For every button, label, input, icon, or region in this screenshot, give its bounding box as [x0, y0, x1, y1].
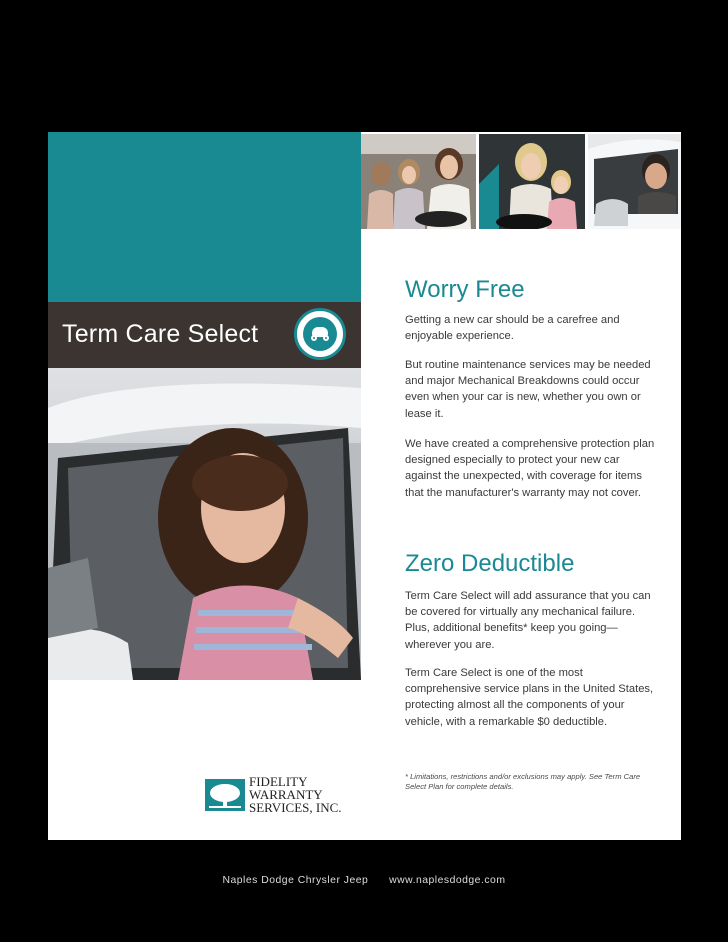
product-title: Term Care Select [62, 320, 259, 348]
term-care-select-seal-icon [294, 308, 346, 360]
logo-name-line-1: FIDELITY [249, 774, 308, 789]
section-heading-zero-deductible: Zero Deductible [405, 550, 575, 577]
logo-name-line-2: WARRANTY [249, 787, 323, 802]
zero-deductible-paragraph-2: Term Care Select is one of the most comprehensive service plans in the United States, protecting almost all the components of your vehicle, with a remarkable $0 deductible. [405, 667, 654, 728]
mother-daughter-photo [479, 134, 585, 229]
section-heading-worry-free: Worry Free [405, 276, 525, 303]
worry-free-paragraph-3: We have created a comprehensive protection plan designed especially to protect your new car against the unexpected, with coverage for items that the manufacturer's warranty may not cover. [405, 438, 655, 499]
dealer-footer [0, 875, 728, 886]
worry-free-paragraph-1: Getting a new car should be a carefree and enjoyable experience. [405, 314, 620, 343]
family-in-car-photo [361, 134, 476, 229]
woman-in-car-illustration [48, 368, 361, 680]
dealer-website: www.naplesdodge.com [389, 875, 506, 886]
brochure-page [48, 132, 681, 840]
young-man-driving-illustration [588, 134, 681, 229]
fidelity-warranty-logo [205, 775, 355, 821]
young-man-driving-photo [588, 134, 681, 229]
mother-daughter-illustration [479, 134, 585, 229]
logo-name-line-3: SERVICES, INC. [249, 800, 342, 815]
zero-deductible-paragraph-1: Term Care Select will add assurance that you can be covered for virtually any mechanical failure. Plus, additional benefits* keep you going—wherever you are. [405, 590, 651, 651]
tree-logo-icon [205, 779, 245, 811]
family-in-car-illustration [361, 134, 476, 229]
worry-free-paragraph-2: But routine maintenance services may be needed and major Mechanical Breakdowns could occur even when your car is new, whether you own or lease it. [405, 359, 651, 420]
woman-in-car-photo [48, 368, 361, 680]
footnote: * Limitations, restrictions and/or exclusions may apply. See Term Care Select Plan for complete details. [405, 772, 641, 791]
dealer-name: Naples Dodge Chrysler Jeep [222, 875, 369, 886]
teal-header-block [48, 132, 361, 302]
